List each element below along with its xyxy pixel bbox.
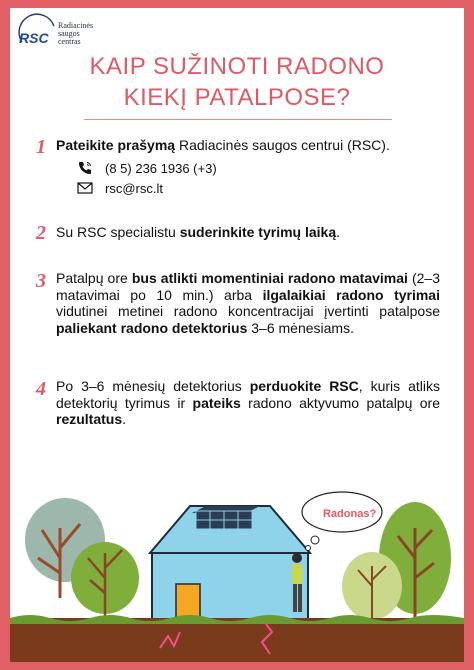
page-title-line-2: KIEKĮ PATALPOSE?: [123, 84, 351, 111]
page-title-line-1: KAIP SUŽINOTI RADONO: [89, 53, 385, 80]
thought-bubble: [302, 492, 382, 551]
step-emphasis: suderinkite tyrimų laiką: [179, 224, 337, 240]
step-number: 4: [36, 378, 46, 400]
step-segment: Radiacinės saugos centrui (RSC).: [175, 137, 390, 153]
step-segment: 3–6 mėnesiams.: [247, 319, 354, 336]
step-emphasis: Pateikite prašymą: [56, 137, 176, 153]
step-number: 1: [36, 136, 46, 158]
step-text: [56, 378, 440, 428]
tree-left-small: [71, 542, 139, 618]
tree-right-small: [342, 552, 402, 620]
thought-bubble-text: Radonas?: [323, 508, 377, 520]
logo-mark: [16, 12, 60, 56]
logo-line: centras: [58, 37, 81, 46]
step-number: 2: [36, 222, 46, 244]
step-segment: radono aktyvumo patalpų ore: [240, 394, 440, 411]
house: [150, 506, 310, 621]
svg-text:RSC: RSC: [19, 30, 49, 46]
phone-icon: [77, 160, 93, 176]
step-segment: Su RSC specialistu: [56, 224, 180, 240]
logo-line: Radiacinės: [58, 21, 94, 30]
step-text: [56, 224, 440, 241]
phone-number: (8 5) 236 1936 (+3): [105, 161, 217, 176]
step-segment: Po 3–6 mėnesių detektorius: [56, 378, 250, 394]
step-emphasis: rezultatus: [56, 411, 123, 427]
step-segment: , kuris atliks detektorių tyrimus ir: [56, 378, 441, 411]
step-emphasis: ilgalaikiai radono tyrimai: [262, 286, 440, 303]
step-2: [30, 222, 450, 242]
step-1: [30, 136, 450, 156]
step-segment: (2–3 matavimai po 10 min.) arba: [56, 270, 440, 303]
step-emphasis: bus atlikti momentiniai radono matavimai: [131, 270, 408, 286]
logo-line: saugos: [58, 29, 80, 38]
step-3: [30, 270, 450, 340]
email-address: rsc@rsc.lt: [105, 181, 163, 196]
step-4: [30, 378, 450, 430]
ground: [10, 615, 464, 662]
step-emphasis: perduokite RSC: [249, 378, 359, 394]
step-text: [56, 270, 440, 336]
step-segment: vidutinei metinei radono koncentracijai įvertinti patalpose: [56, 303, 440, 319]
step-segment: .: [336, 224, 341, 240]
logo-wordmark: [58, 22, 138, 46]
step-text: [56, 137, 440, 154]
step-emphasis: pateiks: [192, 394, 241, 411]
step-segment: Patalpų ore: [56, 270, 132, 286]
poster-card: [10, 8, 464, 662]
step-emphasis: paliekant radono detektorius: [56, 319, 248, 336]
house-illustration: [10, 468, 464, 662]
envelope-icon: [77, 180, 93, 196]
step-number: 3: [36, 270, 46, 292]
title-divider: [84, 119, 392, 120]
step-segment: .: [122, 411, 127, 427]
scene-graphic: [10, 468, 464, 662]
